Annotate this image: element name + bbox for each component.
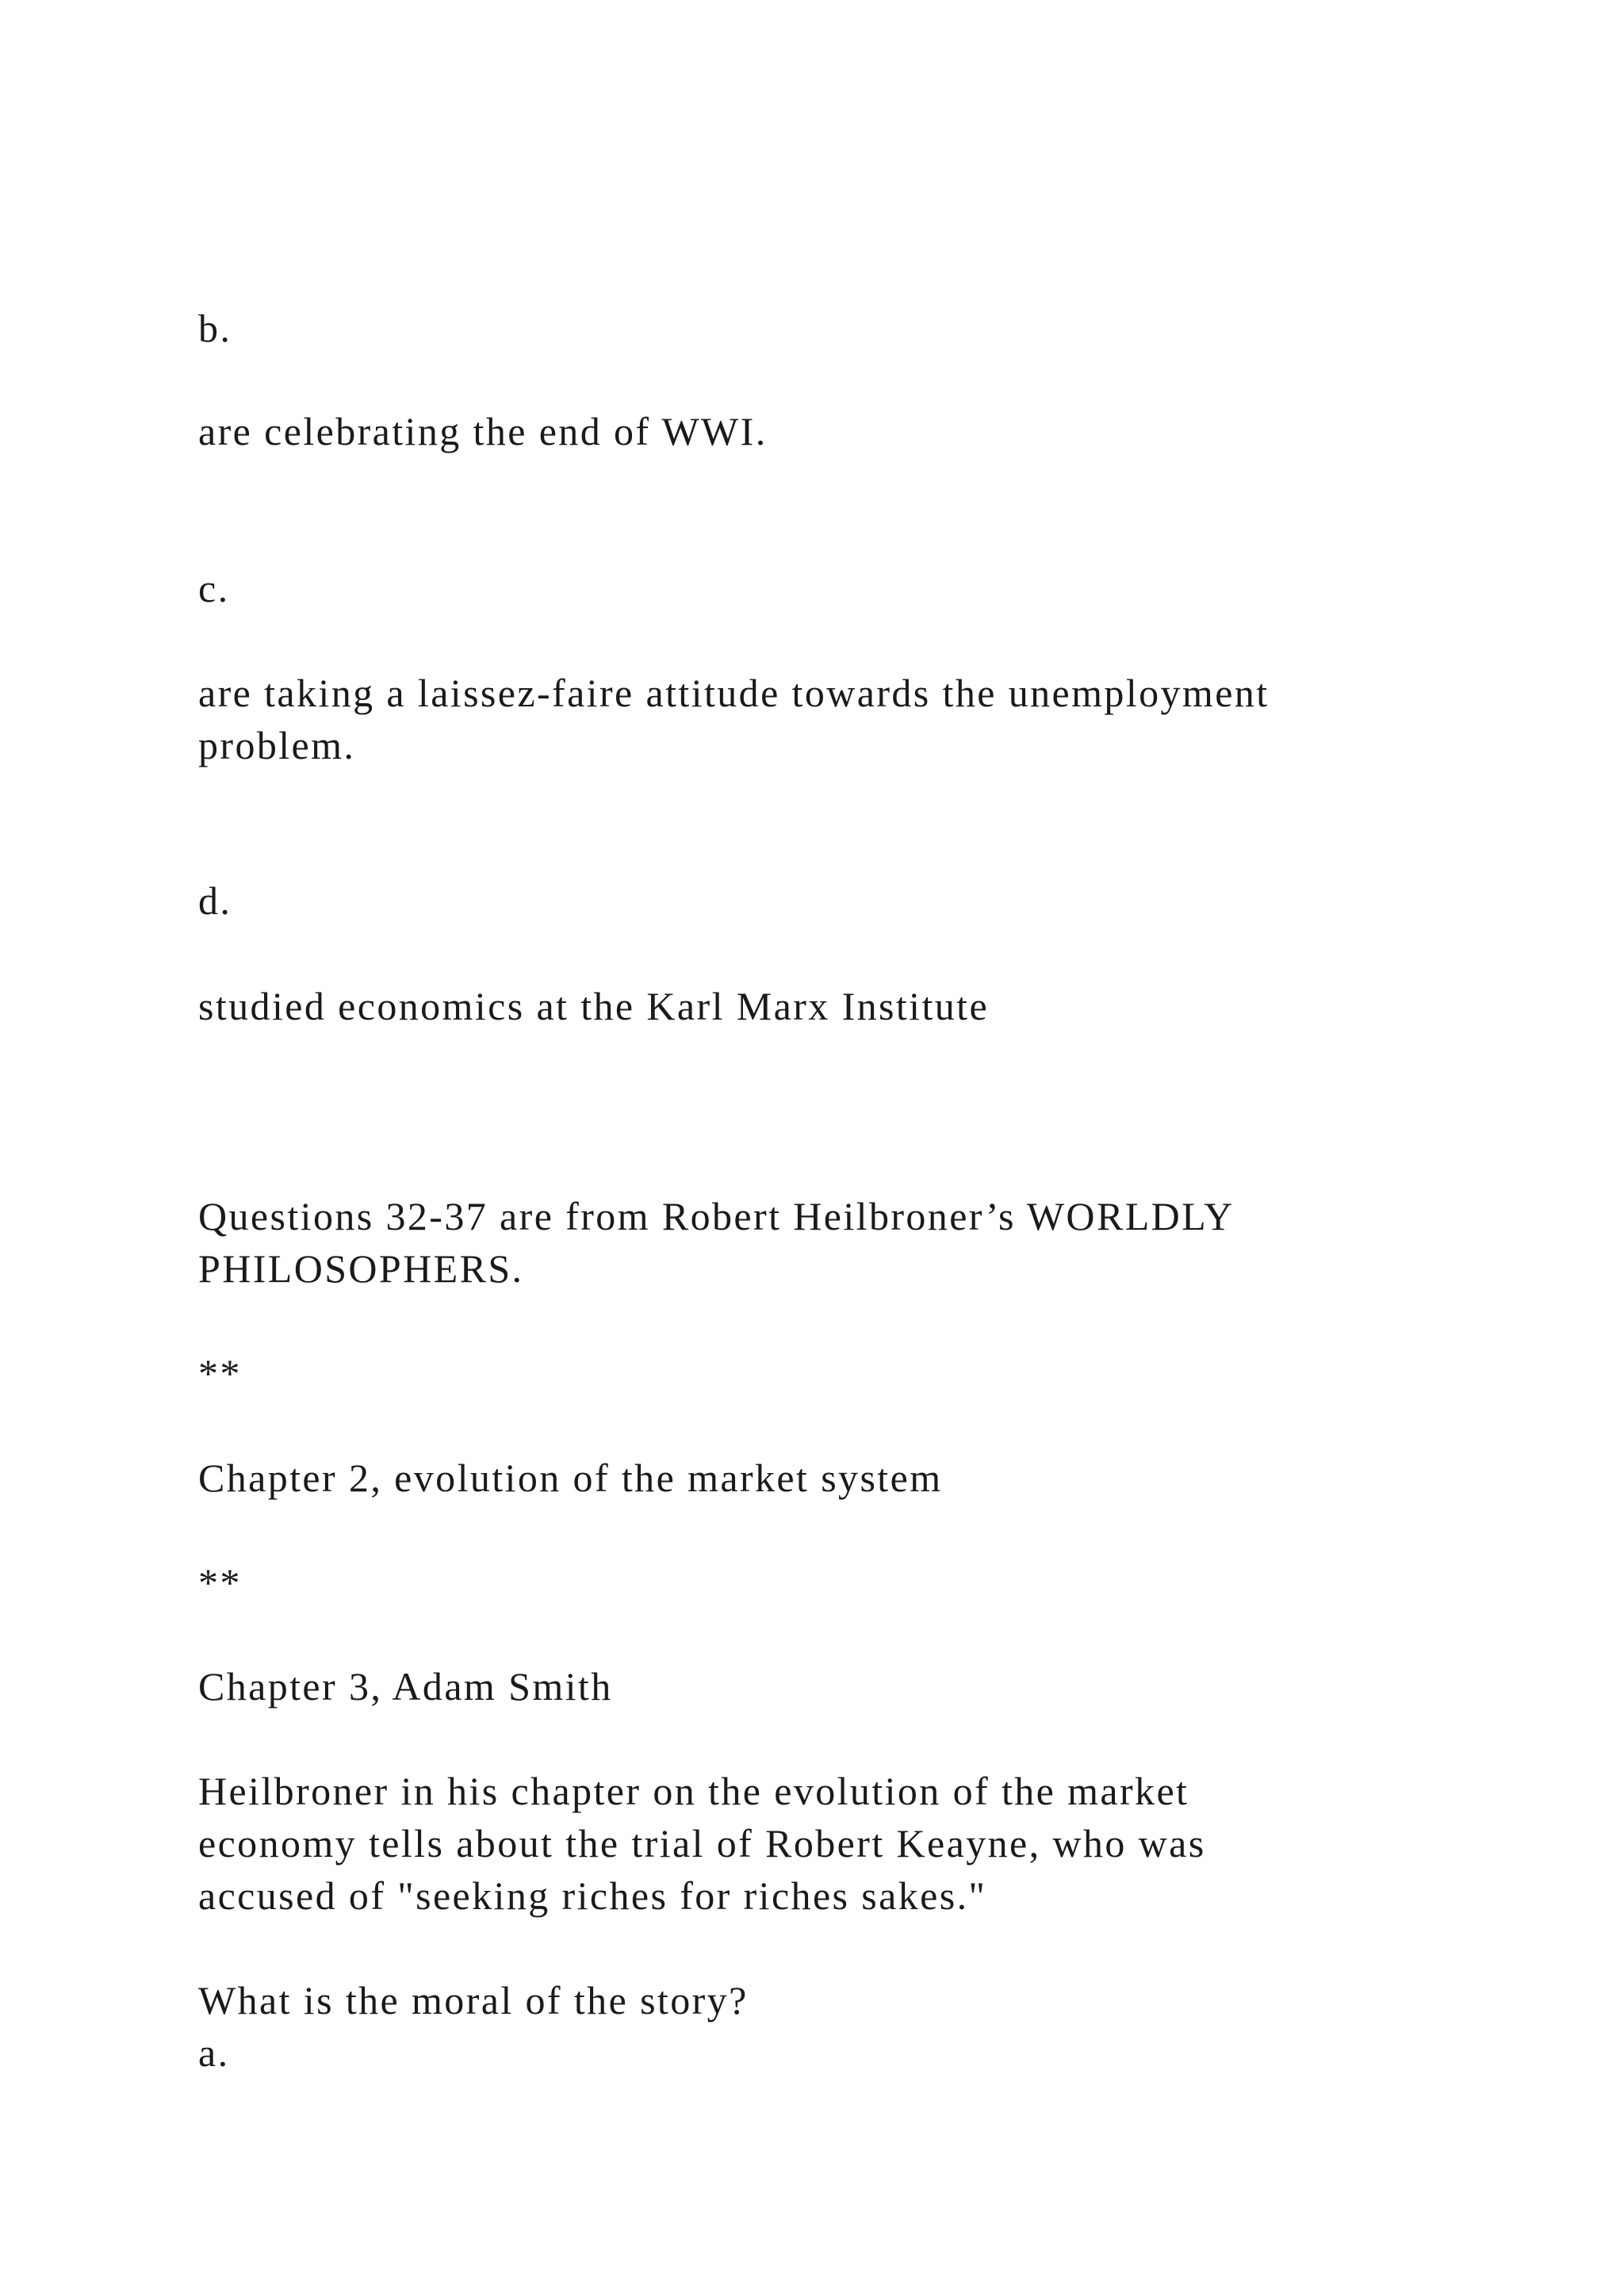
section-intro: [198, 1190, 1235, 1295]
question-line-1: Heilbroner in his chapter on the evolution of the market: [198, 1769, 1189, 1813]
chapter-2-heading: Chapter 2, evolution of the market system: [198, 1456, 943, 1500]
option-b-letter: b.: [198, 306, 232, 350]
option-c-text: [198, 667, 1270, 771]
option-b-text: are celebrating the end of WWI.: [198, 409, 768, 453]
question-prompt: What is the moral of the story?: [198, 1978, 749, 2022]
separator-2: **: [198, 1560, 242, 1605]
question-body: [198, 1765, 1206, 1922]
chapter-3-heading: Chapter 3, Adam Smith: [198, 1664, 613, 1709]
question-line-2: economy tells about the trial of Robert Keayne, who was: [198, 1821, 1206, 1866]
option-c-text-line-2: problem.: [198, 723, 356, 767]
question-line-3: accused of "seeking riches for riches sakes.": [198, 1873, 987, 1918]
option-d-letter: d.: [198, 878, 232, 923]
section-intro-line-2: PHILOSOPHERS.: [198, 1246, 524, 1291]
option-c-text-line-1: are taking a laissez-faire attitude towards the unemployment: [198, 671, 1270, 715]
section-intro-line-1: Questions 32-37 are from Robert Heilbroner’s WORLDLY: [198, 1194, 1235, 1238]
next-option-letter: a.: [198, 2030, 230, 2075]
separator-1: **: [198, 1351, 242, 1395]
option-d-text: studied economics at the Karl Marx Institute: [198, 984, 990, 1028]
option-c-letter: c.: [198, 566, 230, 610]
question-prompt-block: [198, 1974, 749, 2079]
